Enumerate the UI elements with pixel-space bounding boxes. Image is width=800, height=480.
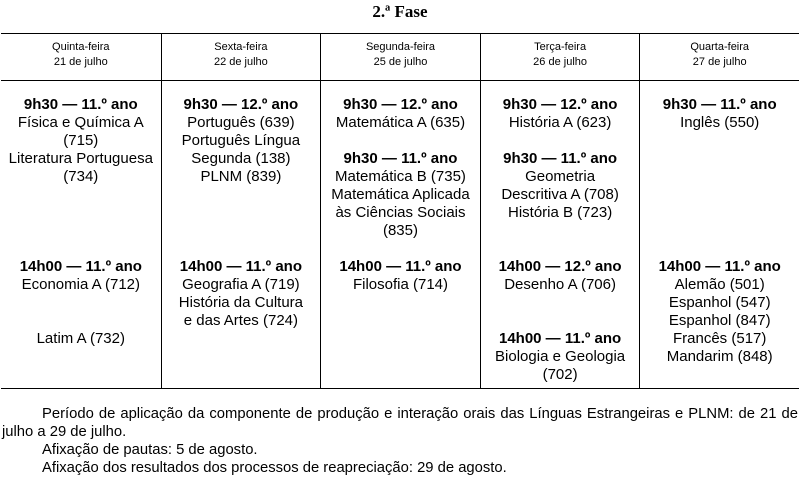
exam-entry: Física e Química A (715) [17,114,144,149]
morning-sessions [481,96,640,258]
session-time: 9h30 — 11.º ano [23,96,138,113]
exam-entry: Francês (517) [673,330,767,347]
session-time: 9h30 — 11.º ano [343,150,458,167]
schedule-notes [2,405,798,477]
day-sessions [321,81,480,388]
afternoon-sessions [321,258,480,294]
exam-entry: Matemática B (735) [335,168,466,185]
exam-session [1,258,161,348]
day-header [1,34,161,81]
day-date: 26 de julho [533,56,587,68]
afternoon-sessions [640,258,799,366]
day-column-segunda-feira [320,34,480,388]
day-column-sexta-feira [161,34,321,388]
day-date: 22 de julho [213,56,268,68]
morning-sessions [640,96,799,258]
exam-entry: Desenho A (706) [504,276,616,293]
day-sessions [162,81,321,388]
session-time: 9h30 — 11.º ano [503,150,618,167]
day-column-quinta-feira [1,34,161,388]
day-column-terca-feira [480,34,640,388]
exam-session [321,258,480,294]
day-header [321,34,480,81]
session-time: 14h00 — 11.º ano [658,258,781,275]
morning-sessions [1,96,161,258]
day-name: Quarta-feira [690,41,750,53]
exam-session [640,96,799,132]
exam-session [481,330,640,384]
afternoon-sessions [1,258,161,348]
afternoon-sessions [162,258,321,330]
morning-sessions [321,96,480,258]
day-name: Segunda-feira [365,41,436,53]
exam-entry: História A (623) [508,114,612,131]
exam-entry: Biologia e Geologia (702) [495,348,626,383]
exam-entry: Português Língua Segunda (138) [181,132,301,167]
exam-entry: Latim A (732) [36,330,125,347]
day-name: Quinta-feira [52,41,110,53]
exam-session [481,258,640,294]
exam-session [1,96,161,186]
exam-entry: Matemática A (635) [335,114,466,131]
exam-session [481,96,640,132]
session-time: 9h30 — 12.º ano [183,96,299,113]
exam-entry: Matemática Aplicada às Ciências Sociais (835) [331,186,470,239]
morning-sessions [162,96,321,258]
exam-entry: Literatura Portuguesa (734) [8,150,153,185]
session-time: 9h30 — 12.º ano [502,96,618,113]
session-time: 9h30 — 11.º ano [662,96,777,113]
afternoon-sessions [481,258,640,384]
session-time: 14h00 — 11.º ano [498,330,622,347]
exam-entry: Economia A (712) [21,276,140,293]
exam-session [321,96,480,132]
page-title: 2.ª Fase [372,2,428,21]
exam-entry: Espanhol (547) [668,294,771,311]
day-name: Sexta-feira [214,41,268,53]
exam-entry: Inglês (550) [680,114,760,131]
day-header [162,34,321,81]
day-date: 27 de julho [692,56,747,68]
day-header [481,34,640,81]
exam-schedule-table [1,33,799,389]
day-sessions [1,81,161,388]
exam-session [321,150,480,240]
day-name: Terça-feira [534,41,587,53]
day-sessions [640,81,799,388]
day-date: 25 de julho [373,56,428,68]
note-grades-posting: Afixação de pautas: 5 de agosto. [42,442,258,458]
exam-entry: Geometria Descritiva A (708) [501,168,619,203]
exam-entry: Filosofia (714) [352,276,449,293]
day-sessions [481,81,640,388]
session-time: 14h00 — 12.º ano [498,258,622,275]
note-reappraisal-results: Afixação dos resultados dos processos de reapreciação: 29 de agosto. [42,460,507,476]
exam-session [162,96,321,186]
exam-entry: História B (723) [507,204,613,221]
exam-entry: Geografia A (719) [182,276,300,293]
session-time: 14h00 — 11.º ano [19,258,142,275]
exam-entry: História da Cultura e das Artes (724) [178,294,303,329]
session-time: 9h30 — 12.º ano [343,96,458,113]
session-time: 14h00 — 11.º ano [339,258,462,275]
exam-entry: Português (639) [187,114,295,131]
exam-session [481,150,640,222]
note-oral-exams-period: Período de aplicação da componente de produção e interação orais das Línguas Estrangeiras e PLNM: de 21 de julho a 29 de julho. [2,406,798,440]
exam-session [162,258,321,330]
day-date: 21 de julho [53,56,108,68]
exam-entry: Mandarim (848) [666,348,773,365]
session-time: 14h00 — 11.º ano [179,258,302,275]
day-column-quarta-feira [639,34,799,388]
exam-entry: Alemão (501) [674,276,765,293]
exam-session [640,258,799,366]
exam-entry: PLNM (839) [200,168,282,185]
day-header [640,34,799,81]
exam-entry: Espanhol (847) [668,312,771,329]
